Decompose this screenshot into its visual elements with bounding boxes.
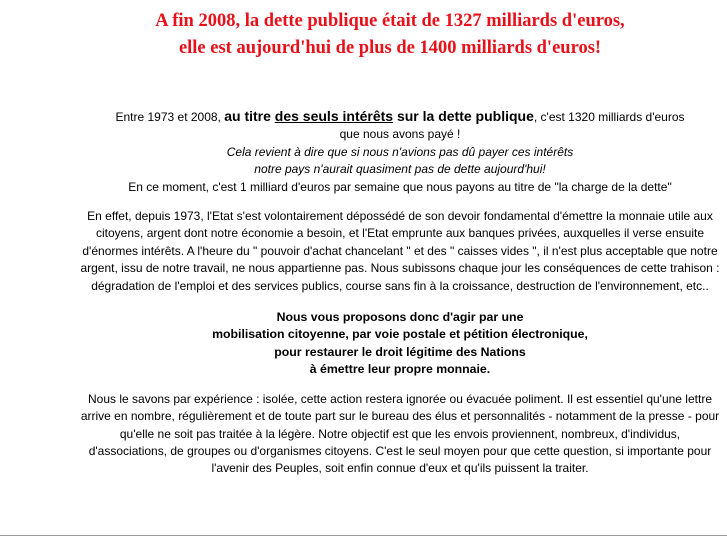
paragraph-4: Nous le savons par expérience : isolée, cette action restera ignorée ou évacuée poliment. Il est essentiel qu'une lettre arrive en nombre, régulièrement et de toute part sur le bureau des élus et personnalités - notamment de la presse - pour qu'elle ne soit pas traitée à la légère. Notre objectif est que les envois proviennent, nombreux, d'individus, d'associations, de groupes ou d'organismes citoyens. C'est le seul moyen pour que cette question, si importante pour l'avenir des Peuples, soit enfin connue d'eux et qu'ils puissent la traiter. [80,391,720,476]
headline-line-2: elle est aujourd'hui de plus de 1400 milliards d'euros! [178,38,602,58]
intro-suffix: , c'est 1320 milliards d'euros [533,110,685,124]
intro-line-5: En ce moment, c'est 1 milliard d'euros par semaine que nous payons au titre de "la charge de la dette" [128,179,672,194]
intro-italic-line-1: Cela revient à dire que si nous n'avions pas dû payer ces intérêts [226,144,574,159]
paragraph-2: En effet, depuis 1973, l'Etat s'est volontairement dépossédé de son devoir fondamental d'émettre la monnaie utile aux citoyens, argent dont notre économie a besoin, et l'Etat emprunte aux banques privées, auxquelles il verse ensuite d'énormes intérêts. A l'heure du " pouvoir d'achat chancelant " et des " caisses vides ", il n'est plus acceptable que notre argent, issu de notre travail, ne nous appartienne pas. Nous subissons chaque jour les conséquences de cette trahison : dégradation de l'emploi et des services publics, course sans fin à la croissance, destruction de l'environnement, etc.. [80,209,720,293]
headline-line-1: A fin 2008, la dette publique était de 1327 milliards d'euros, [155,11,625,31]
intro-bold-start: au titre [224,108,275,124]
headline [0,8,727,62]
intro-prefix: Entre 1973 et 2008, [115,110,225,124]
cta-line-4: à émettre leur propre monnaie. [309,362,491,377]
intro-bold [224,108,534,124]
cta-line-3: pour restaurer le droit légitime des Nations [274,344,526,359]
article-body [80,108,720,478]
intro-paragraph [80,108,720,196]
intro-bold-end: sur la dette publique [393,108,534,124]
intro-line-2: que nous avons payé ! [339,127,461,142]
call-to-action [80,309,720,379]
intro-bold-underline: des seuls intérêts [274,108,394,124]
cta-line-1: Nous vous proposons donc d'agir par une [276,310,524,325]
cta-line-2: mobilisation citoyenne, par voie postale et pétition électronique, [212,327,588,342]
bottom-divider [0,535,727,536]
intro-line-1 [80,108,720,126]
intro-italic-line-2: notre pays n'aurait quasiment pas de dette aujourd'hui! [254,162,546,177]
